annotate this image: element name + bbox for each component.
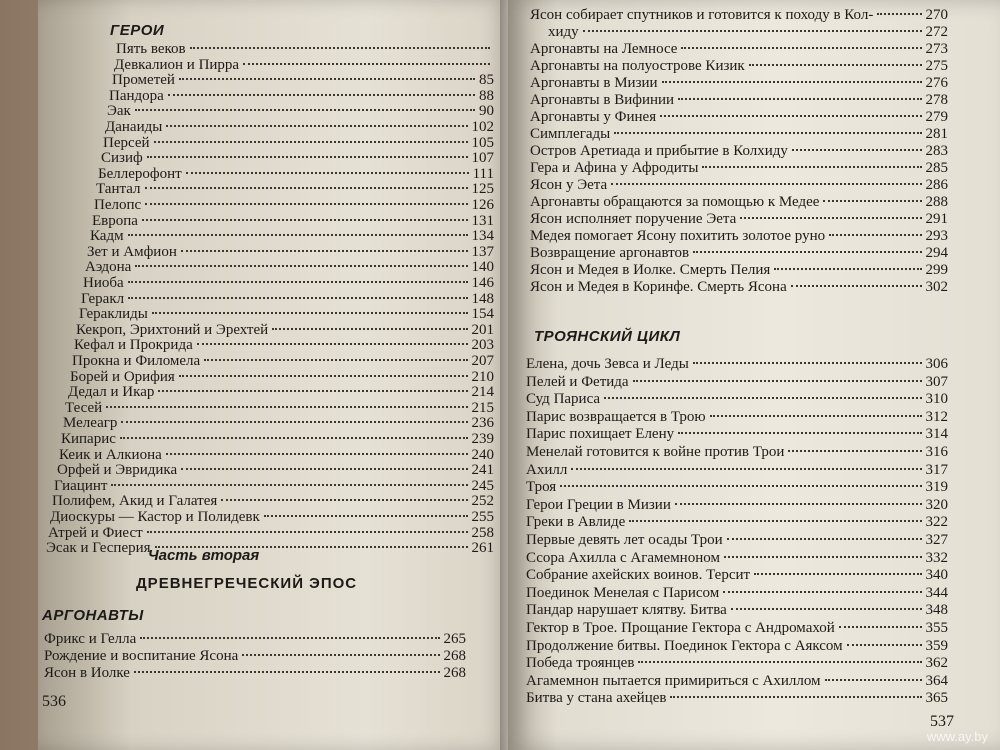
toc-leader-dots [106,406,467,408]
toc-entry-title: Поединок Менелая с Парисом [526,584,720,601]
toc-leader-dots [152,312,468,314]
toc-entry-title: Греки в Авлиде [526,514,626,531]
toc-entry-page: 148 [471,290,494,307]
toc-entry-title: Геракл [81,290,125,307]
toc-entry-title: Данаиды [105,119,163,135]
toc-entry [548,23,948,41]
toc-leader-dots [264,515,468,517]
toc-entry-page: 241 [471,462,494,479]
toc-entry-title: Остров Аретиада и прибытие в Колхиду [530,143,788,159]
toc-leader-dots [583,30,922,32]
toc-entry-title: Ясон собирает спутников и готовится к походу в Кол- [530,7,874,23]
watermark: www.ay.by [926,729,988,744]
toc-entry [526,549,948,567]
toc-entry-title: Девкалион и Пирра [114,56,240,73]
toc-entry-title: Парис похищает Елену [526,426,675,443]
toc-entry-title: Тантал [96,181,141,198]
toc-entry-title: Эсак и Гесперия [46,540,151,557]
toc-leader-dots [179,375,468,377]
toc-leader-dots [792,149,922,151]
toc-entry [526,373,948,391]
toc-entry-page: 126 [471,197,494,213]
toc-leader-dots [243,63,490,65]
toc-entry [526,689,948,707]
part-label: Часть вторая [148,547,260,564]
toc-entry-page: 268 [443,648,466,664]
toc-entry-title: Аргонавты в Вифинии [530,92,675,108]
toc-entry-title: Борей и Орифия [70,368,175,385]
trojan-cycle-heading: ТРОЯНСКИЙ ЦИКЛ [534,328,681,345]
toc-entry [526,531,948,549]
toc-leader-dots [272,328,467,330]
toc-entry-title: Прометей [112,72,175,89]
toc-leader-dots [877,13,921,15]
left-page-number: 536 [42,693,66,710]
toc-entry-page: 131 [471,212,494,229]
toc-entry-page: 134 [471,228,494,245]
toc-entry [46,539,494,557]
toc-entry-title: Пандора [109,87,164,104]
toc-leader-dots [681,47,921,49]
toc-leader-dots [571,468,921,470]
toc-leader-dots [693,362,922,364]
toc-leader-dots [660,115,921,117]
toc-entry [530,193,948,211]
toc-leader-dots [135,265,467,267]
toc-entry-title: Диоскуры — Кастор и Полидевк [50,509,260,525]
toc-entry-title: Суд Париса [526,391,601,408]
toc-leader-dots [847,644,922,646]
toc-entry [526,584,948,602]
section-title: ДРЕВНЕГРЕЧЕСКИЙ ЭПОС [136,575,358,592]
toc-entry-title: Пандар нарушает клятву. Битва [526,602,727,619]
toc-entry [530,40,948,58]
toc-entry-title: Эак [107,103,131,120]
toc-entry-title: Аэдона [85,259,132,276]
toc-entry-page: 214 [471,384,494,401]
toc-entry [44,630,466,648]
toc-entry-page: 332 [925,549,948,566]
toc-entry-page: 285 [925,160,948,176]
toc-entry-page: 322 [925,514,948,531]
toc-entry [530,6,948,24]
toc-leader-dots [190,47,490,49]
toc-entry-title: Прокна и Филомела [72,353,201,369]
toc-entry [526,513,948,531]
toc-entry-page: 258 [471,524,494,541]
toc-leader-dots [829,234,921,236]
toc-entry-page: 239 [471,431,494,447]
toc-entry-title: Менелай готовится к войне против Трои [526,444,785,460]
toc-entry [44,664,466,682]
toc-entry [44,647,466,665]
toc-entry [530,57,948,75]
toc-leader-dots [147,531,468,533]
toc-leader-dots [135,109,475,111]
toc-leader-dots [614,132,921,134]
toc-leader-dots [147,156,468,158]
toc-entry-page: 125 [471,181,494,198]
toc-entry-title: Гектор в Трое. Прощание Гектора с Андромахой [526,620,835,636]
toc-entry-page: 210 [471,368,494,385]
toc-entry-page: 348 [925,602,948,619]
toc-leader-dots [754,573,921,575]
toc-leader-dots [678,432,921,434]
toc-entry-title: Кипарис [61,431,116,447]
toc-leader-dots [749,64,922,66]
toc-entry [526,355,948,373]
toc-entry-title: Аргонавты в Мизии [530,75,658,91]
toc-entry [526,654,948,672]
toc-entry-title: Аргонавты на полуострове Кизик [530,58,745,74]
toc-leader-dots [702,166,921,168]
toc-leader-dots [723,591,921,593]
toc-leader-dots [629,520,921,522]
toc-entry-page: 90 [479,103,494,120]
toc-entry [530,108,948,126]
toc-leader-dots [221,499,467,501]
toc-leader-dots [140,637,439,639]
toc-entry-page: 105 [471,134,494,151]
toc-entry-title: Гера и Афина у Афродиты [530,160,699,176]
toc-entry-title: Симплегады [530,126,611,142]
toc-entry-title: Фрикс и Гелла [44,631,137,647]
toc-leader-dots [242,654,439,656]
toc-entry-title: Персей [103,134,150,151]
toc-leader-dots [662,81,922,83]
toc-leader-dots [134,671,440,673]
toc-entry-page: 302 [925,279,948,295]
heroes-heading: ГЕРОИ [110,22,165,39]
toc-leader-dots [710,415,922,417]
toc-entry-page: 316 [925,444,948,460]
toc-leader-dots [166,125,467,127]
toc-entry-page: 102 [471,119,494,135]
toc-entry-page: 107 [471,150,494,167]
toc-leader-dots [560,485,921,487]
toc-leader-dots [727,538,922,540]
toc-entry-page: 340 [925,567,948,584]
toc-entry-page: 279 [925,109,948,125]
right-page-number: 537 [930,713,954,730]
toc-leader-dots [670,696,921,698]
toc-entry-page: 317 [925,461,948,478]
toc-entry-page: 291 [925,211,948,227]
toc-entry-title: Гераклиды [79,306,148,323]
toc-entry-title: Ясон в Иолке [44,665,130,681]
toc-entry-page: 140 [471,259,494,276]
toc-leader-dots [611,183,921,185]
toc-entry-page: 137 [471,243,494,260]
toc-entry-title: Медея помогает Ясону похитить золотое руно [530,228,826,244]
toc-entry-title: Сизиф [101,150,143,167]
toc-leader-dots [158,390,467,392]
toc-leader-dots [168,94,475,96]
toc-entry [530,210,948,228]
toc-leader-dots [675,503,922,505]
toc-leader-dots [791,285,922,287]
toc-entry-page: 255 [471,509,494,525]
toc-entry-title: Зет и Амфион [87,243,177,260]
toc-entry-title: Возвращение аргонавтов [530,245,690,261]
toc-entry-title: Пелей и Фетида [526,373,629,390]
toc-entry-page: 261 [471,540,494,557]
toc-leader-dots [823,200,921,202]
toc-entry-page: 201 [471,321,494,338]
toc-entry [526,601,948,619]
toc-leader-dots [186,172,469,174]
toc-entry-title: Тесей [65,399,103,416]
toc-entry [530,125,948,143]
toc-leader-dots [724,556,922,558]
toc-leader-dots [128,234,468,236]
toc-entry [526,496,948,514]
toc-entry [530,159,948,177]
toc-entry-title: хиду [548,24,579,40]
toc-entry-title: Орфей и Эвридика [57,462,178,479]
argonauts-heading: АРГОНАВТЫ [42,607,144,624]
toc-entry-page: 310 [925,391,948,408]
toc-leader-dots [166,453,468,455]
toc-entry [526,672,948,690]
toc-entry-title: Елена, дочь Зевса и Леды [526,356,689,372]
toc-entry-page: 314 [925,426,948,443]
toc-entry-page: 286 [925,177,948,193]
toc-leader-dots [181,250,468,252]
toc-entry-title: Парис возвращается в Трою [526,408,706,425]
toc-entry-title: Аргонавты на Лемносе [530,41,678,57]
toc-entry-page: 236 [471,415,494,432]
toc-entry-page: 327 [925,532,948,548]
toc-entry-title: Агамемнон пытается примириться с Ахиллом [526,672,821,689]
toc-entry-title: Европа [92,212,138,229]
toc-entry-title: Победа троянцев [526,655,635,672]
toc-leader-dots [145,203,467,205]
toc-entry [526,425,948,443]
toc-entry-title: Аргонавты обращаются за помощью к Медее [530,194,820,210]
toc-leader-dots [145,187,468,189]
toc-entry-page: 268 [443,665,466,681]
toc-entry-page: 319 [925,479,948,496]
toc-entry-title: Атрей и Фиест [48,524,143,541]
toc-entry-page: 283 [925,143,948,159]
toc-entry-page: 203 [471,337,494,354]
toc-entry-title: Первые девять лет осады Трои [526,532,723,548]
toc-entry-page: 245 [471,477,494,494]
toc-entry-title: Ясон и Медея в Коринфе. Смерть Ясона [530,279,787,295]
toc-entry [530,91,948,109]
toc-entry-page: 85 [479,72,494,89]
toc-entry-page: 288 [925,194,948,210]
toc-entry-page: 281 [925,126,948,142]
toc-entry [526,443,948,461]
toc-entry [530,227,948,245]
toc-entry-page: 365 [925,690,948,707]
toc-entry-title: Собрание ахейских воинов. Терсит [526,567,751,584]
left-page [38,0,508,750]
toc-leader-dots [197,343,468,345]
toc-entry-page: 146 [471,275,494,291]
toc-leader-dots [181,468,467,470]
toc-entry [530,244,948,262]
toc-entry-page: 359 [925,637,948,654]
toc-entry-title: Кадм [90,228,124,245]
toc-leader-dots [204,359,467,361]
toc-leader-dots [128,297,467,299]
toc-entry-page: 111 [472,165,494,182]
toc-entry-page: 215 [471,399,494,416]
toc-entry-page: 294 [925,245,948,261]
toc-leader-dots [678,98,921,100]
toc-entry-title: Герои Греции в Мизии [526,496,671,513]
toc-leader-dots [604,397,921,399]
toc-entry-title: Гиацинт [54,477,108,494]
toc-entry-title: Кефал и Прокрида [74,337,193,354]
toc-leader-dots [120,437,468,439]
toc-leader-dots [839,626,922,628]
toc-entry-title: Кеик и Алкиона [59,446,162,463]
toc-entry [526,619,948,637]
toc-leader-dots [111,484,467,486]
toc-leader-dots [740,217,921,219]
toc-entry [530,74,948,92]
toc-entry-page: 364 [925,672,948,689]
toc-entry-page: 252 [471,493,494,510]
toc-leader-dots [142,219,468,221]
toc-entry-title: Пелопс [94,197,142,213]
toc-entry [526,408,948,426]
toc-entry [526,478,948,496]
toc-entry-page: 265 [443,631,466,647]
toc-entry-page: 362 [925,655,948,672]
toc-entry [530,142,948,160]
toc-leader-dots [121,421,467,423]
toc-entry-page: 270 [925,7,948,23]
toc-entry-page: 306 [925,356,948,372]
toc-entry [526,637,948,655]
toc-entry-page: 299 [925,262,948,278]
toc-leader-dots [693,251,921,253]
toc-entry-page: 355 [925,620,948,636]
toc-entry-title: Аргонавты у Финея [530,109,657,125]
toc-entry [526,461,948,479]
toc-entry-page: 307 [925,373,948,390]
toc-entry-title: Дедал и Икар [68,384,155,401]
toc-entry-page: 276 [925,75,948,91]
toc-entry-page: 273 [925,41,948,57]
toc-entry-page: 240 [471,446,494,463]
toc-entry-page: 320 [925,496,948,513]
toc-leader-dots [731,608,922,610]
toc-entry-page: 278 [925,92,948,108]
toc-entry-title: Полифем, Акид и Галатея [52,493,218,510]
toc-entry [530,176,948,194]
toc-leader-dots [825,679,922,681]
toc-leader-dots [179,78,475,80]
toc-leader-dots [638,661,921,663]
toc-entry-title: Пять веков [116,41,186,57]
toc-leader-dots [633,380,922,382]
toc-entry-title: Троя [526,479,557,496]
toc-entry-title: Беллерофонт [98,165,182,182]
toc-entry-title: Ахилл [526,461,568,478]
toc-entry-title: Битва у стана ахейцев [526,690,667,707]
toc-entry-page: 207 [471,353,494,369]
toc-entry-title: Кекроп, Эрихтоний и Эрехтей [76,321,269,338]
toc-entry-page: 154 [471,306,494,323]
toc-entry-page: 293 [925,228,948,244]
toc-entry-title: Ясон у Эета [530,177,608,193]
toc-entry [530,261,948,279]
toc-entry-title: Ясон исполняет поручение Эета [530,211,737,227]
toc-entry-title: Мелеагр [63,415,118,432]
toc-entry-page: 272 [925,24,948,40]
toc-entry-title: Продолжение битвы. Поединок Гектора с Аяксом [526,637,843,654]
toc-entry [526,566,948,584]
toc-entry [530,278,948,296]
toc-leader-dots [128,281,468,283]
toc-leader-dots [774,268,921,270]
toc-entry [526,390,948,408]
toc-entry-title: Ниоба [83,275,124,291]
toc-entry-page: 88 [479,87,494,104]
toc-entry-page: 312 [925,408,948,425]
toc-entry-page: 344 [925,584,948,601]
toc-leader-dots [154,141,468,143]
toc-entry-title: Ссора Ахилла с Агамемноном [526,549,720,566]
toc-leader-dots [788,450,921,452]
toc-entry-title: Рождение и воспитание Ясона [44,648,239,664]
right-page [508,0,1000,750]
toc-entry-title: Ясон и Медея в Иолке. Смерть Пелия [530,262,771,278]
toc-entry-page: 275 [925,58,948,74]
